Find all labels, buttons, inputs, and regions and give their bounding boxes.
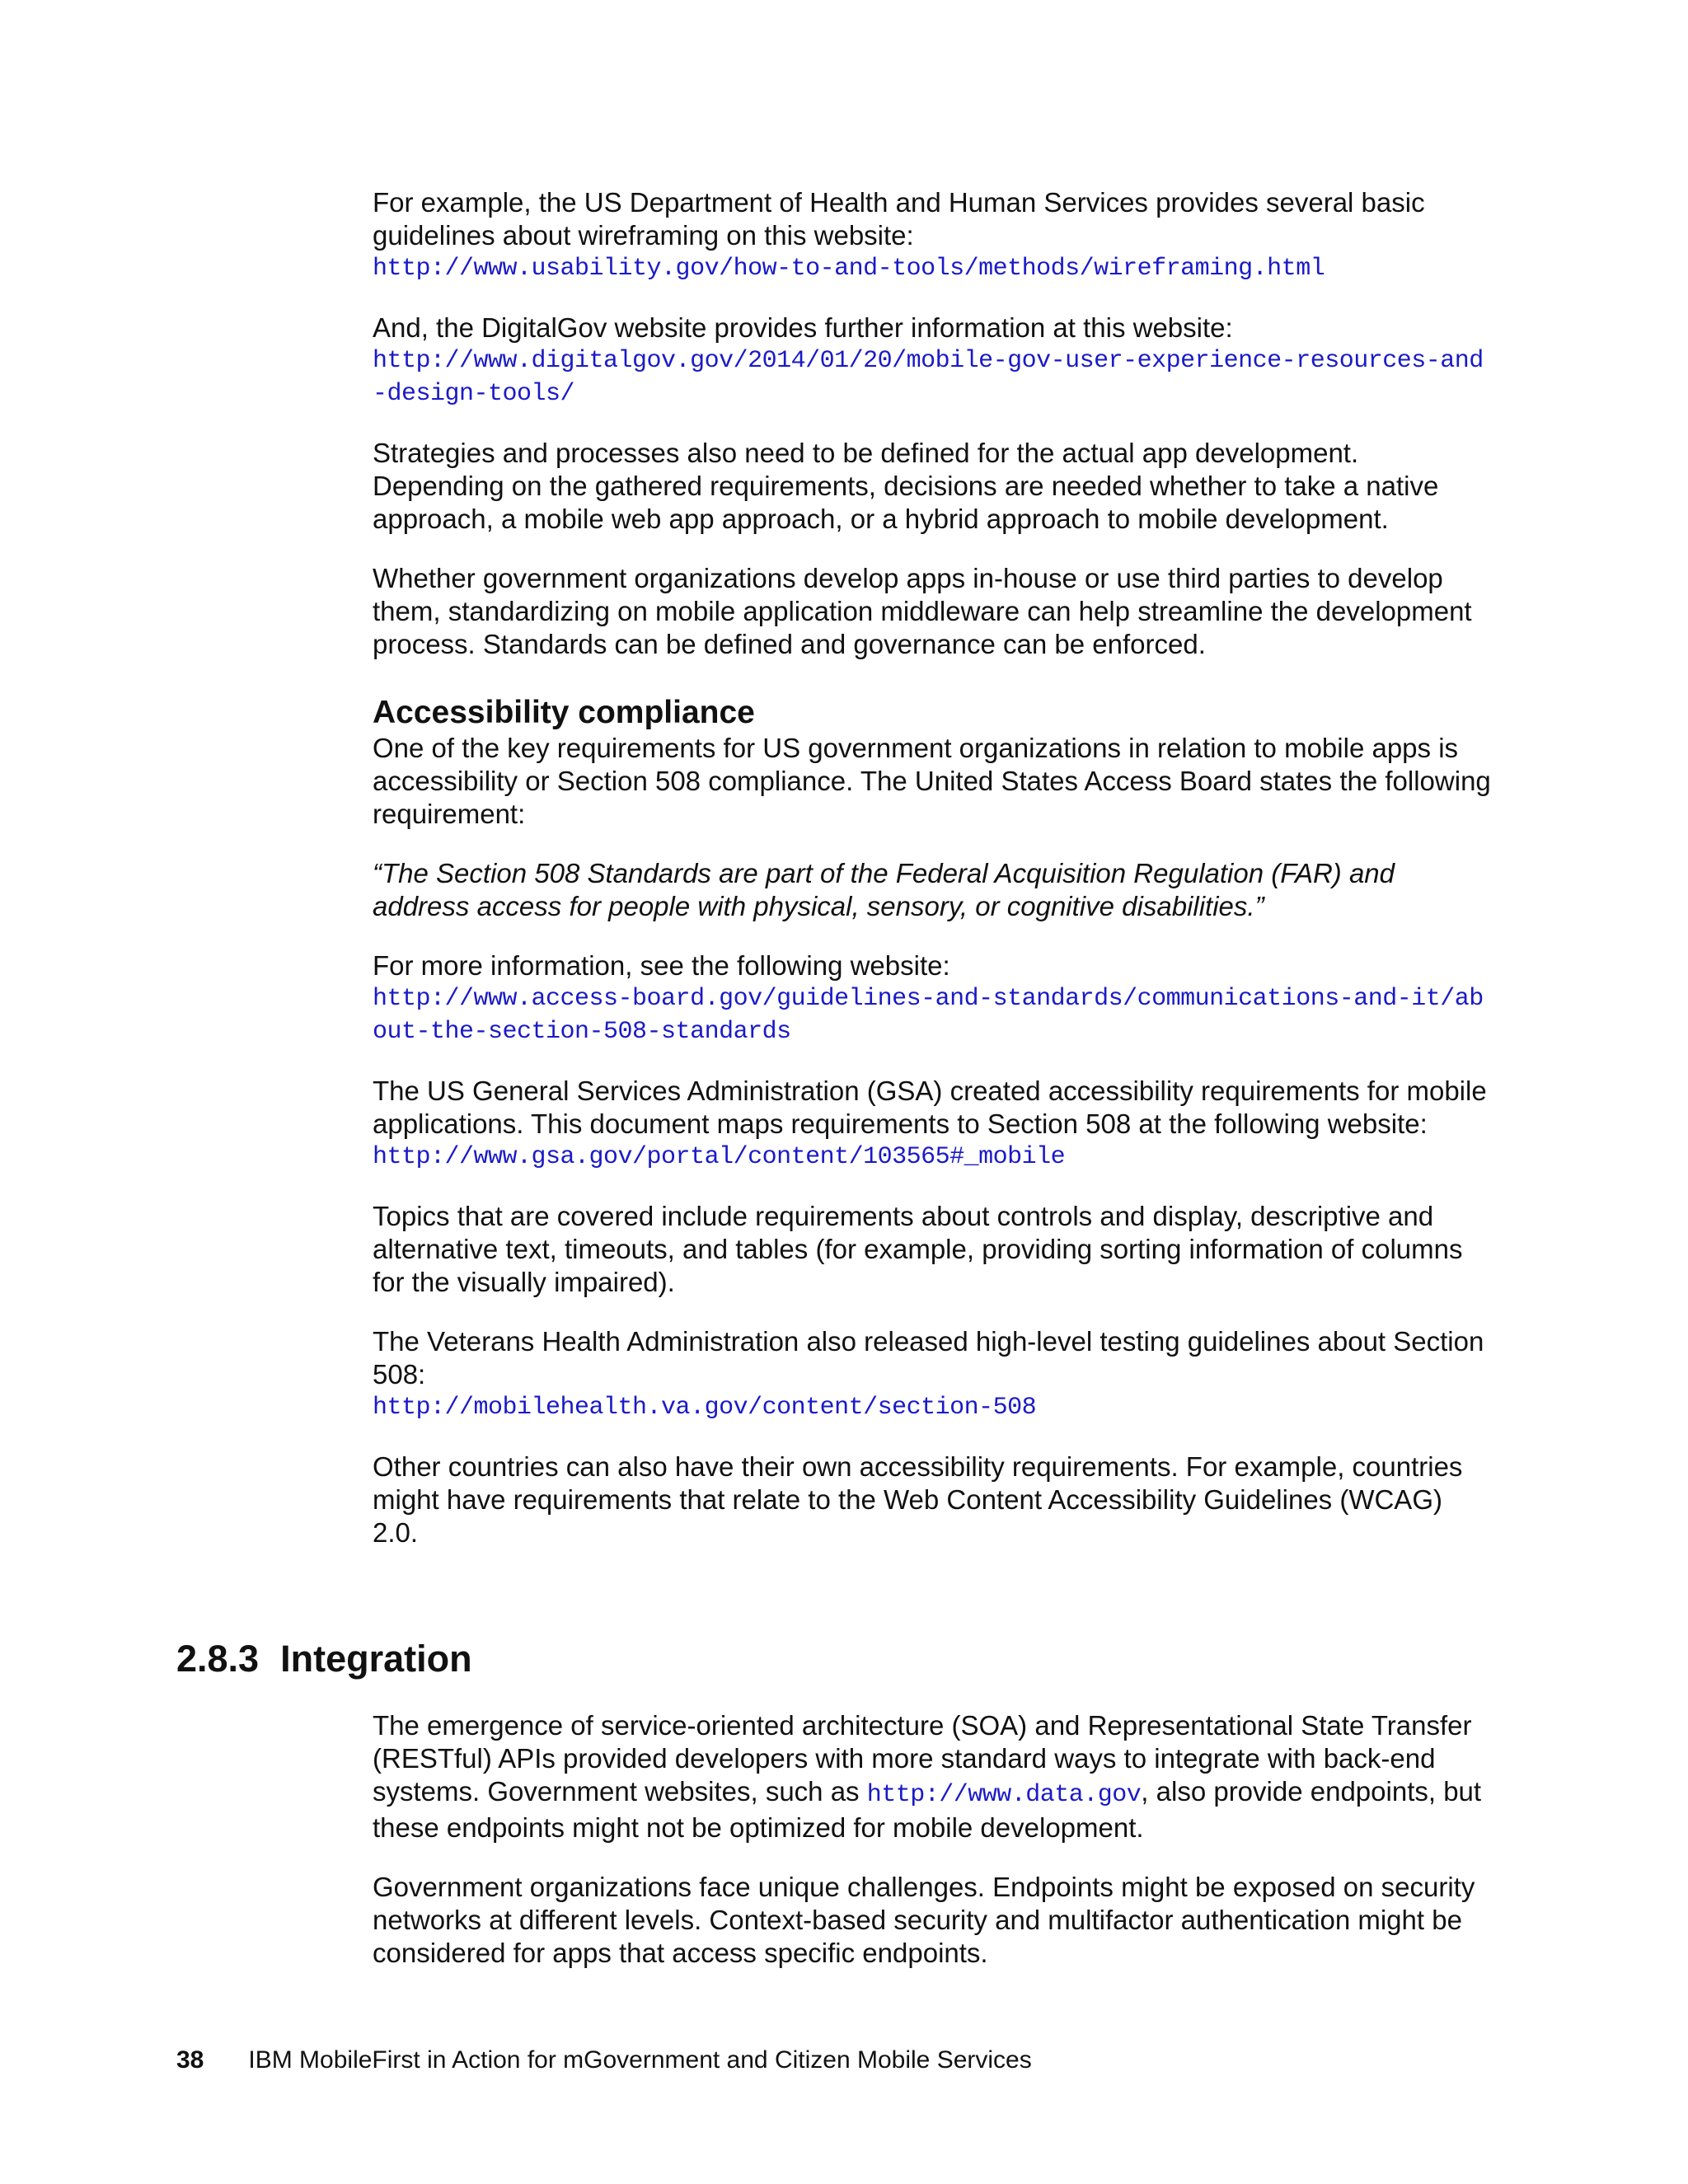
link-usability-wireframing[interactable]: http://www.usability.gov/how-to-and-tools/methods/wireframing.html — [373, 255, 1325, 283]
quote-section-508: “The Section 508 Standards are part of the Federal Acquisition Regulation (FAR) and address access for people with physical, sensory, or cognitive disabilities.” — [373, 858, 1395, 921]
paragraph-digitalgov-intro: And, the DigitalGov website provides further information at this website: — [373, 312, 1233, 343]
heading-accessibility-compliance: Accessibility compliance — [373, 695, 755, 730]
page-number: 38 — [176, 2046, 204, 2074]
section-title: Integration — [280, 1638, 472, 1680]
paragraph-wireframing-intro: For example, the US Department of Health and Human Services provides several basic guidelines about wireframing on this website: — [373, 187, 1425, 251]
body-text-top — [373, 186, 1493, 1549]
section-heading-integration — [176, 1637, 472, 1681]
paragraph-strategies: Strategies and processes also need to be defined for the actual app development. Depending on the gathered requirements, decisions are needed whether to take a native approach, a mobile web app approach, or a hybrid approach to mobile development. — [373, 438, 1439, 534]
link-digitalgov-resources[interactable]: http://www.digitalgov.gov/2014/01/20/mobile-gov-user-experience-resources-and-design-tools/ — [373, 347, 1484, 408]
paragraph-topics-covered: Topics that are covered include requirements about controls and display, descriptive and alternative text, timeouts, and tables (for example, providing sorting information of columns for the visually impaired). — [373, 1201, 1463, 1297]
link-access-board[interactable]: http://www.access-board.gov/guidelines-and-standards/communications-and-it/about-the-section-508-standards — [373, 985, 1484, 1046]
paragraph-unique-challenges: Government organizations face unique challenges. Endpoints might be exposed on security networks at different levels. Context-based security and multifactor authentication might be considered for apps that access specific endpoints. — [373, 1872, 1475, 1968]
section-number: 2.8.3 — [176, 1638, 260, 1680]
link-va-section-508[interactable]: http://mobilehealth.va.gov/content/section-508 — [373, 1394, 1037, 1422]
soa-text-after: , also provide endpoints, but these endpoints might not be optimized for mobile development. — [373, 1776, 1482, 1843]
footer-book-title: IBM MobileFirst in Action for mGovernment and Citizen Mobile Services — [248, 2046, 1032, 2074]
body-text-integration — [373, 1709, 1493, 1970]
link-gsa-mobile[interactable]: http://www.gsa.gov/portal/content/103565#_mobile — [373, 1143, 1066, 1171]
paragraph-soa-restful — [373, 1709, 1493, 1844]
soa-text-before: The emergence of service-oriented architecture (SOA) and Representational State Transfer (RESTful) APIs provided developers with more standard ways to integrate with back-end systems. Government websites, such as — [373, 1710, 1472, 1807]
paragraph-middleware: Whether government organizations develop apps in-house or use third parties to develop them, standardizing on mobile application middleware can help streamline the development process. Standards can be defined and governance can be enforced. — [373, 563, 1472, 659]
link-data-gov[interactable]: http://www.data.gov — [866, 1781, 1142, 1809]
paragraph-section-508: One of the key requirements for US government organizations in relation to mobile apps is accessibility or Section 508 compliance. The United States Access Board states the following requirement: — [373, 733, 1491, 829]
page-footer — [176, 2046, 1032, 2075]
paragraph-gsa: The US General Services Administration (GSA) created accessibility requirements for mobile applications. This document maps requirements to Section 508 at the following website: — [373, 1076, 1487, 1139]
paragraph-other-countries: Other countries can also have their own accessibility requirements. For example, countries might have requirements that relate to the Web Content Accessibility Guidelines (WCAG) 2.0. — [373, 1451, 1463, 1548]
paragraph-more-info: For more information, see the following website: — [373, 950, 950, 981]
paragraph-veterans-health: The Veterans Health Administration also released high-level testing guidelines about Section 508: — [373, 1326, 1484, 1390]
